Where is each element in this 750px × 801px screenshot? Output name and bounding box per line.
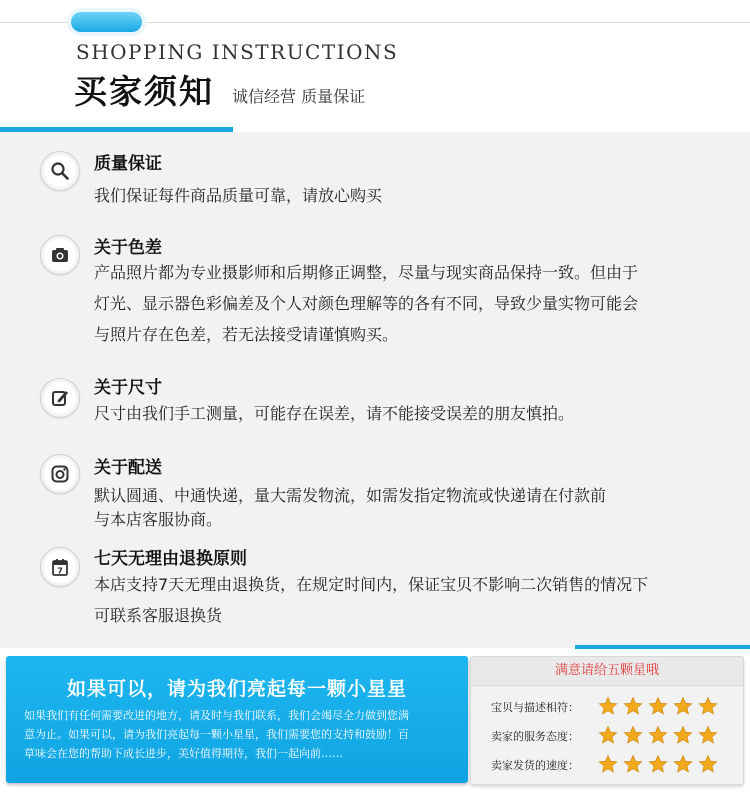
- instruction-body: [94, 569, 719, 631]
- star-icon[interactable]: [598, 725, 618, 745]
- star-icon[interactable]: [648, 754, 668, 774]
- star-icon[interactable]: [673, 725, 693, 745]
- rating-label: 卖家的服务态度：: [491, 730, 579, 743]
- instruction-line: 我们保证每件商品质量可靠，请放心购买: [94, 186, 383, 205]
- rating-row-description: [471, 696, 743, 718]
- header-subtitle: 诚信经营 质量保证: [232, 87, 366, 106]
- rating-stars: [598, 696, 723, 718]
- rating-stars: [598, 725, 723, 747]
- instruction-line: 与照片存在色差，若无法接受请谨慎购买。: [94, 325, 399, 344]
- instruction-line: 默认圆通、中通快递，量大需发物流，如需发指定物流或快递请在付款前: [94, 486, 607, 505]
- camera-icon: [40, 235, 80, 275]
- star-request-title: 如果可以，请为我们亮起每一颗小星星: [66, 678, 407, 700]
- instruction-title: 关于色差: [94, 238, 162, 258]
- star-request-body: [24, 706, 454, 763]
- rating-row-service: [471, 725, 743, 747]
- star-icon[interactable]: [648, 725, 668, 745]
- star-icon[interactable]: [623, 754, 643, 774]
- rating-label: 宝贝与描述相符：: [491, 701, 579, 714]
- header: [0, 0, 750, 130]
- instagram-icon: [40, 454, 80, 494]
- instruction-line: 可联系客服退换货: [94, 606, 223, 625]
- instruction-title: 关于配送: [94, 458, 162, 478]
- instruction-body: [94, 398, 719, 429]
- calendar-day-label: 7: [57, 566, 63, 576]
- star-request-line: 意为止。如果可以，请为我们亮起每一颗小星星，我们需要您的支持和鼓励！百: [24, 728, 409, 741]
- main-accent-bar: [575, 645, 750, 649]
- rating-row-delivery: [471, 754, 743, 776]
- instruction-line: 本店支持7天无理由退换货，在规定时间内，保证宝贝不影响二次销售的情况下: [94, 575, 649, 594]
- instruction-title: 质量保证: [94, 154, 162, 174]
- header-title-cn: 买家须知: [74, 72, 214, 111]
- star-icon[interactable]: [623, 725, 643, 745]
- rating-title: 满意请给五颗星哦: [471, 657, 743, 686]
- instruction-line: 灯光、显示器色彩偏差及个人对颜色理解等的各有不同，导致少量实物可能会: [94, 294, 639, 313]
- edit-icon: [40, 378, 80, 418]
- star-request-line: 草味会在您的帮助下成长进步，美好值得期待，我们一起向前……: [24, 747, 343, 760]
- star-icon[interactable]: [698, 696, 718, 716]
- calendar-icon: [40, 547, 80, 587]
- star-icon[interactable]: [673, 754, 693, 774]
- star-icon[interactable]: [673, 696, 693, 716]
- star-icon[interactable]: [698, 725, 718, 745]
- instruction-body: [94, 180, 719, 211]
- header-pill-decoration: [71, 12, 142, 32]
- instruction-title: 关于尺寸: [94, 378, 162, 398]
- header-title-en: SHOPPING INSTRUCTIONS: [76, 40, 399, 64]
- star-icon[interactable]: [623, 696, 643, 716]
- rating-panel: [470, 656, 744, 785]
- instruction-body: [94, 482, 719, 530]
- star-request-line: 如果我们有任何需要改进的地方，请及时与我们联系，我们会竭尽全力做到您满: [24, 709, 409, 722]
- instruction-body: [94, 257, 719, 350]
- instructions-panel: [0, 132, 750, 648]
- star-icon[interactable]: [598, 696, 618, 716]
- rating-label: 卖家发货的速度：: [491, 759, 579, 772]
- instruction-line: 尺寸由我们手工测量，可能存在误差，请不能接受误差的朋友慎拍。: [94, 404, 575, 423]
- instruction-line: 产品照片都为专业摄影师和后期修正调整，尽量与现实商品保持一致。但由于: [94, 263, 639, 282]
- instruction-line: 与本店客服协商。: [94, 510, 223, 529]
- rating-stars: [598, 754, 723, 776]
- search-icon: [40, 151, 80, 191]
- star-icon[interactable]: [698, 754, 718, 774]
- star-request-panel: [6, 656, 468, 783]
- star-icon[interactable]: [598, 754, 618, 774]
- instruction-title: 七天无理由退换原则: [94, 549, 247, 569]
- star-icon[interactable]: [648, 696, 668, 716]
